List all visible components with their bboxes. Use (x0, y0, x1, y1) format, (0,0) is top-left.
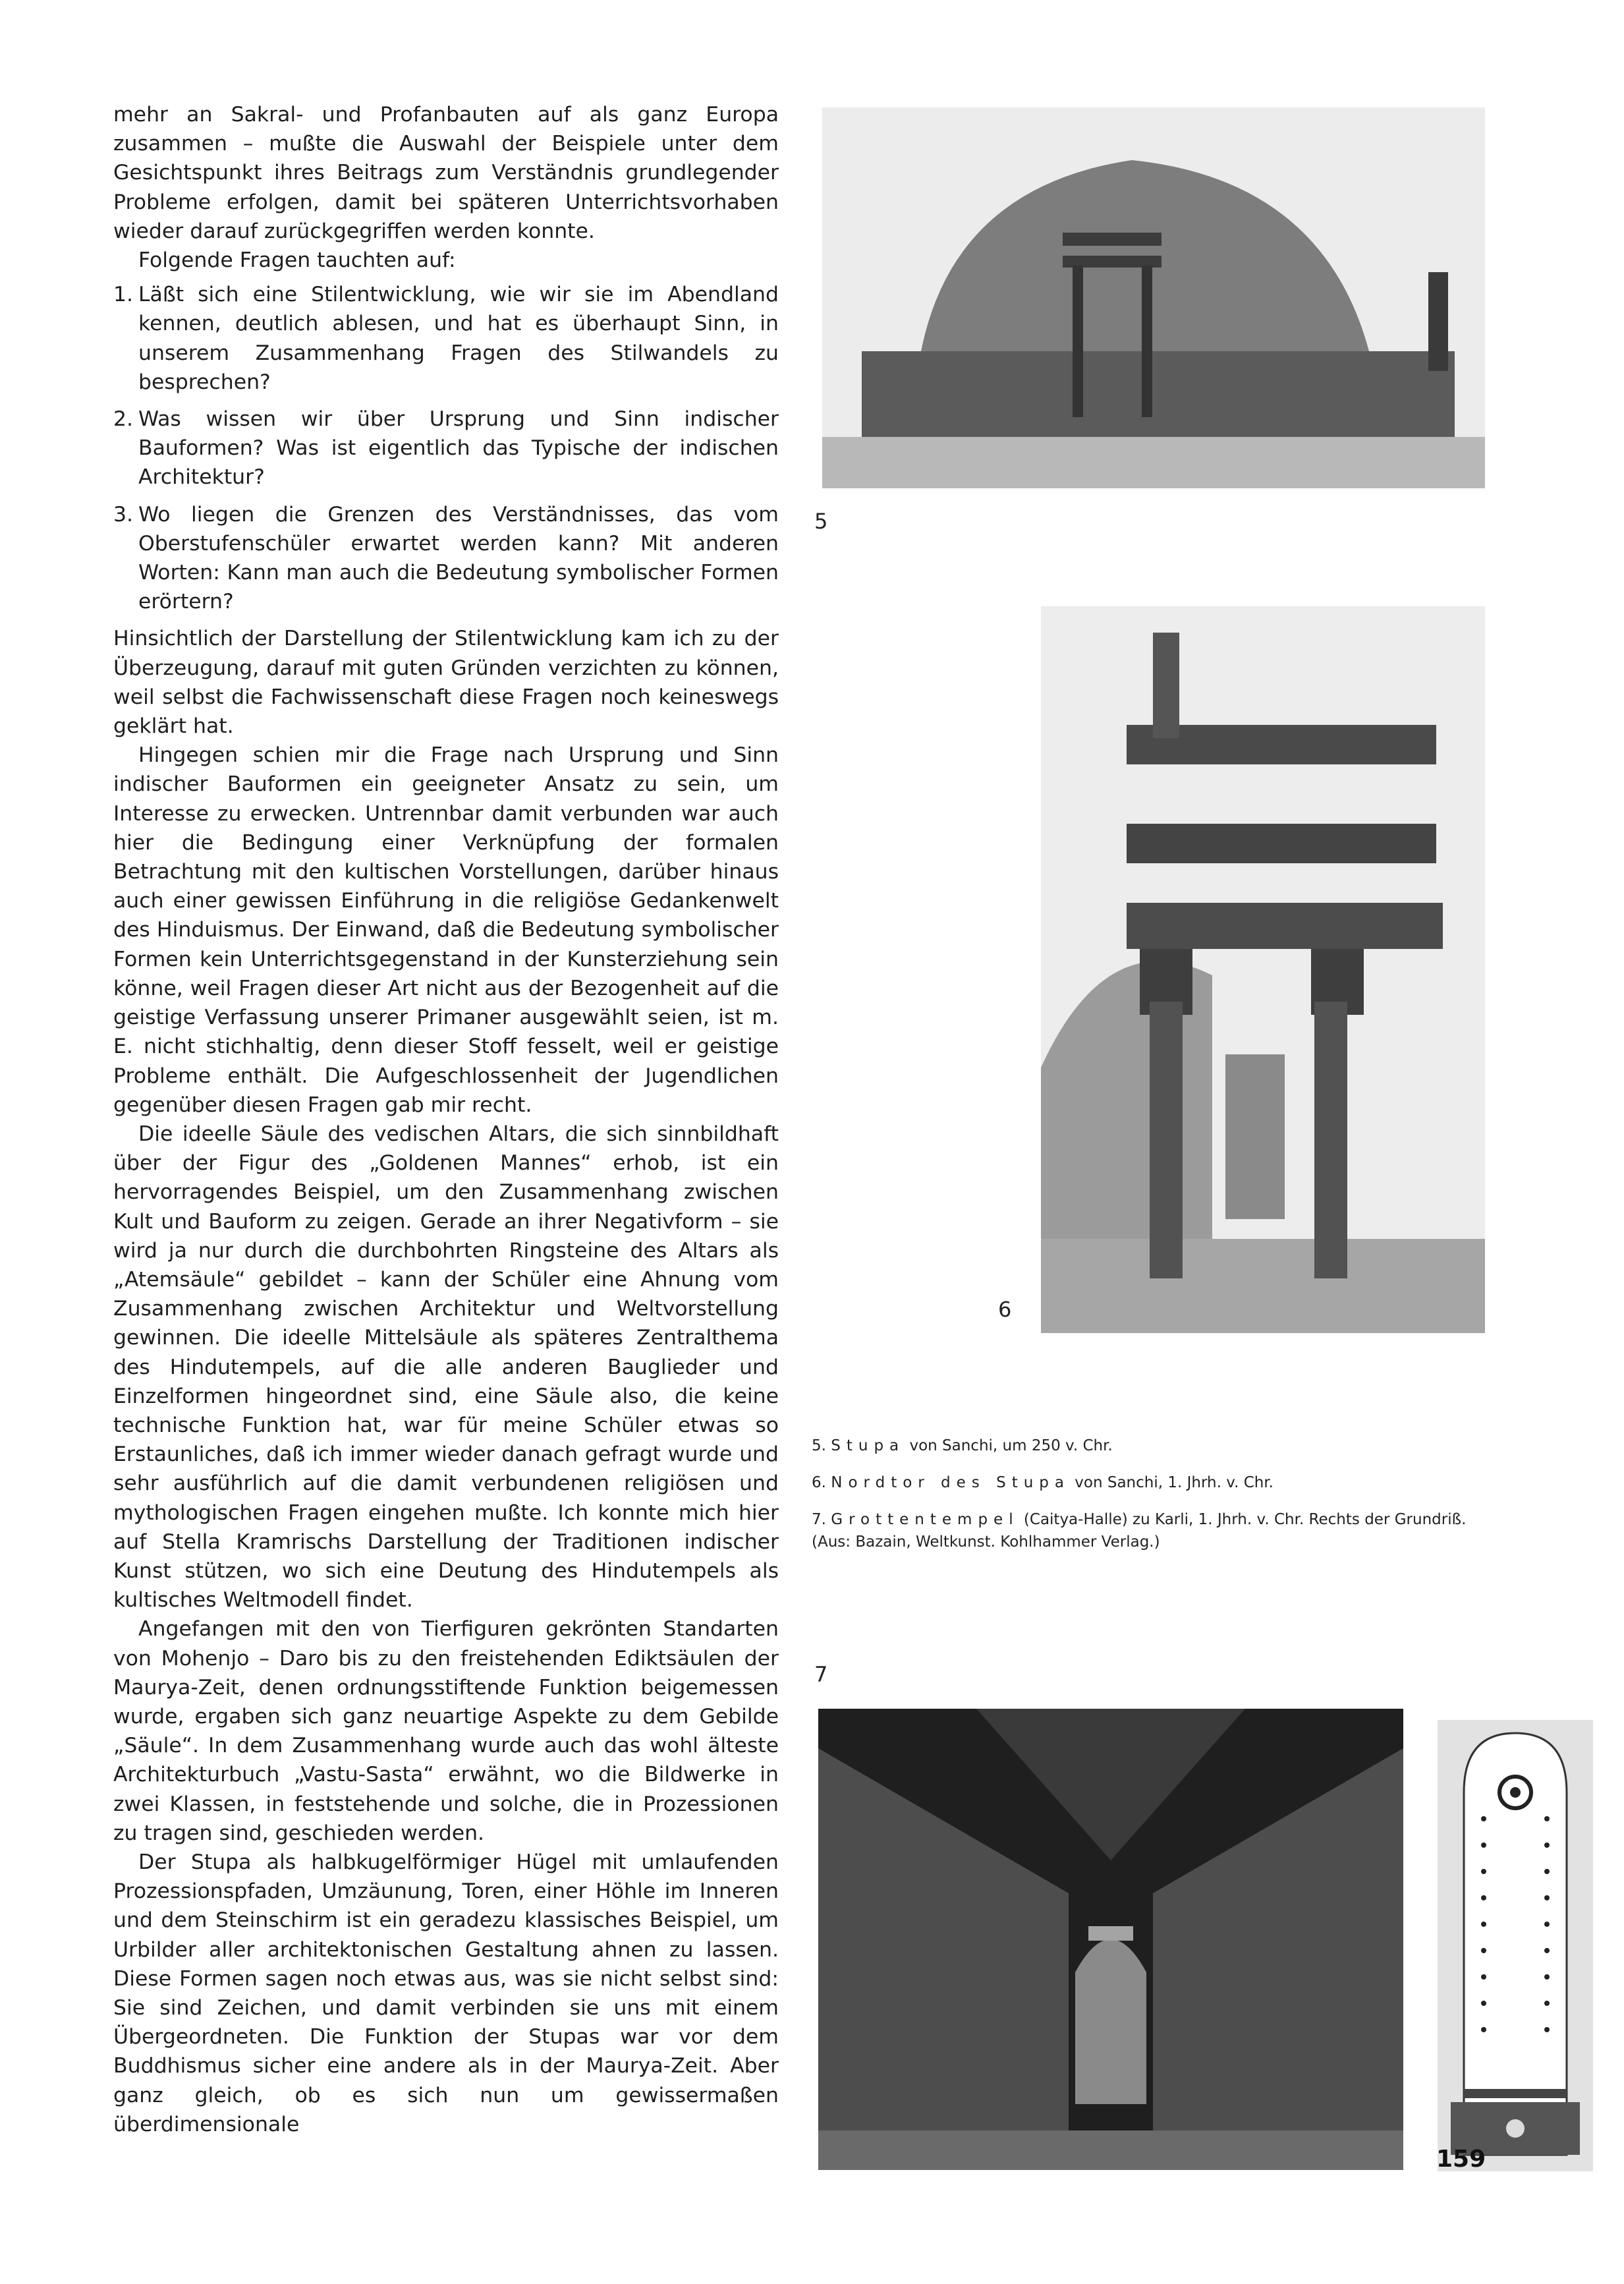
stupa-illustration (822, 107, 1485, 488)
figure-6-gate-photo (1041, 606, 1485, 1333)
gate-illustration (1041, 606, 1485, 1333)
caption-7-text: (Caitya-Halle) zu Karli, 1. Jhrh. v. Chr. Rechts der Grundriß. (Aus: Bazain, Weltkunst. Kohlhammer Verlag.) (812, 1511, 1467, 1551)
caption-5-number: 5. (812, 1437, 826, 1454)
text-column (113, 100, 779, 2139)
figure-6-number: 6 (998, 1297, 1012, 1322)
caption-5 (812, 1435, 1484, 1457)
figure-7-floor-plan (1438, 1720, 1593, 2171)
question-text: Wo liegen die Grenzen des Verständnisses, das vom Oberstufenschüler erwartet werden kann? Mit anderen Worten: Kann man auch die Bedeutung symbolischer Formen erörtern? (138, 502, 779, 614)
paragraph-1: Hinsichtlich der Darstellung der Stilentwicklung kam ich zu der Überzeugung, darauf mit guten Gründen verzichten zu können, weil selbst die Fachwissenschaft diese Fragen noch keineswegs geklärt hat. (113, 627, 779, 739)
paragraph-fragen: Folgende Fragen tauchten auf: (138, 248, 456, 273)
question-item (113, 500, 779, 617)
paragraph-2: Hingegen schien mir die Frage nach Ursprung und Sinn indischer Bauformen ein geeigneter Ansatz zu sein, um Interesse zu erwecken. Untrennbar damit verbunden war auch hier die Bedingung einer Verknüpfung der formalen Betrachtung mit den kultischen Vorstellungen, darüber hinaus auch einer gewissen Einführung in die religiöse Gedankenwelt des Hinduismus. Der Einwand, daß die Bedeutung symbolischer Formen kein Unterrichtsgegenstand in der Kunsterziehung sein könne, weil Fragen dieser Art nicht aus der Bezogenheit auf die geistige Verfassung unserer Primaner ausgewählt seien, ist m. E. nicht stichhaltig, denn dieser Stoff fesselt, weil er geistige Probleme enthält. Die Aufgeschlossenheit der Jugendlichen gegenüber diesen Fragen gab mir recht. (113, 743, 779, 1117)
figure-5-number: 5 (814, 509, 828, 534)
paragraph-3: Die ideelle Säule des vedischen Altars, die sich sinnbildhaft über der Figur des „Goldenen Mannes“ erhob, ist ein hervorragendes Beispiel, um den Zusammenhang zwischen Kult und Bauform zu zeigen. Gerade an ihrer Negativform – sie wird ja nur durch die durchbohrten Ringsteine des Altars als „Atemsäule“ gebildet – kann der Schüler eine Ahnung vom Zusammenhang zwischen Architektur und Weltvorstellung gewinnen. Die ideelle Mittelsäule als späteres Zentralthema des Hindutempels, auf die alle anderen Bauglieder und Einzelformen hingeordnet sind, eine Säule also, die keine technische Funktion hat, war für meine Schüler etwas so Erstaunliches, daß ich immer wieder danach gefragt wurde und sehr ausführlich auf die damit verbundenen religiösen und mythologischen Fragen eingehen mußte. Ich konnte mich hier auf Stella Kramrischs Darstellung der Traditionen indischer Kunst stützen, wo sich eine Deutung des Hindutempels als kultisches Weltmodell findet. (113, 1122, 779, 1613)
caption-7 (812, 1508, 1484, 1553)
question-text: Was wissen wir über Ursprung und Sinn indischer Bauformen? Was ist eigentlich das Typische der indischen Architektur? (138, 407, 779, 490)
figure-5-stupa-photo (822, 107, 1485, 488)
floor-plan-illustration (1438, 1720, 1593, 2171)
cave-temple-illustration (818, 1709, 1403, 2170)
question-item (113, 405, 779, 492)
question-number: 3. (113, 502, 134, 527)
page-number: 159 (1436, 2146, 1486, 2173)
question-list (113, 280, 779, 616)
figure-7-cave-temple-photo (818, 1709, 1403, 2170)
question-text: Läßt sich eine Stilentwicklung, wie wir sie im Abendland kennen, deutlich ablesen, und hat es überhaupt Sinn, in unserem Zusammenhang Fragen des Stilwandels zu besprechen? (138, 283, 779, 394)
caption-5-text: von Sanchi, um 250 v. Chr. (909, 1437, 1113, 1454)
caption-7-number: 7. (812, 1511, 826, 1528)
question-number: 2. (113, 407, 134, 432)
figure-captions (812, 1435, 1484, 1568)
question-item (113, 280, 779, 397)
question-number: 1. (113, 283, 134, 307)
caption-6-text: von Sanchi, 1. Jhrh. v. Chr. (1075, 1474, 1274, 1491)
caption-6 (812, 1471, 1484, 1494)
caption-7-title: Grottentempel (831, 1511, 1019, 1528)
figure-7-number: 7 (814, 1662, 828, 1687)
caption-6-title: Nordtor des Stupa (831, 1474, 1070, 1491)
caption-5-title: Stupa (831, 1437, 905, 1454)
caption-6-number: 6. (812, 1474, 826, 1491)
paragraph-intro: mehr an Sakral- und Profanbauten auf als ganz Europa zusammen – mußte die Auswahl der Beispiele unter dem Gesichtspunkt ihres Beitrags zum Verständnis grundlegender Probleme erfolgen, damit bei späteren Unterrichtsvorhaben wieder darauf zurückgegriffen werden konnte. (113, 103, 779, 243)
paragraph-4: Angefangen mit den von Tierfiguren gekrönten Standarten von Mohenjo – Daro bis zu den freistehenden Ediktsäulen der Maurya-Zeit, denen ordnungsstiftende Funktion beigemessen wurde, ergaben sich ganz neuartige Aspekte zu dem Gebilde „Säule“. In dem Zusammenhang wurde auch das wohl älteste Architekturbuch „Vastu-Sasta“ erwähnt, wo die Bildwerke in zwei Klassen, in feststehende und solche, die in Prozessionen zu tragen sind, geschieden werden. (113, 1617, 779, 1845)
paragraph-5: Der Stupa als halbkugelförmiger Hügel mit umlaufenden Prozessionspfaden, Umzäunung, Toren, einer Höhle im Inneren und dem Steinschirm ist ein geradezu klassisches Beispiel, um Urbilder aller architektonischen Gestaltung ahnen zu lassen. Diese Formen sagen noch etwas aus, was sie nicht selbst sind: Sie sind Zeichen, und damit verbinden sie uns mit einem Übergeordneten. Die Funktion der Stupas war vor dem Buddhismus sicher eine andere als in der Maurya-Zeit. Aber ganz gleich, ob es sich nun um gewissermaßen überdimensionale (113, 1850, 779, 2136)
